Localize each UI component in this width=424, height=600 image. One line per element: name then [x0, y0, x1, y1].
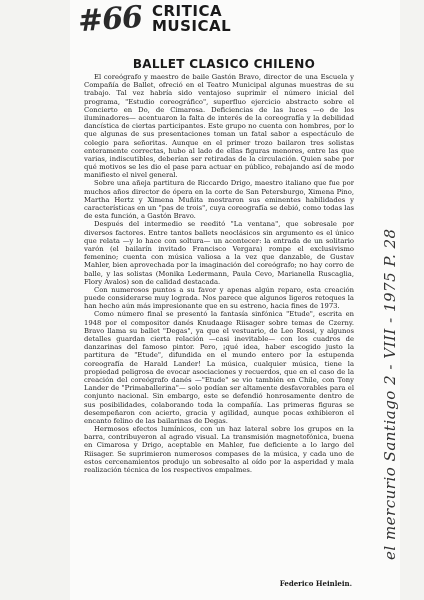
author-signature: Federico Heinlein. — [279, 579, 352, 588]
paragraph: El coreógrafo y maestro de baile Gastón Bravo, director de una Escuela y Compañía de Ballet, ofreció en el Teatro Municipal algunas muestras de su trabajo. Tal vez habría sido ventajoso suprimir el número inicial del programa, "Estudio coreográfico", superfluo ejercicio abstracto sobre el Concierto en Do, de Cimarosa. Deficiencias de las luces —o de los iluminadores— acentuaron la falta de interés de la coreografía y la debilidad dancística de ciertas participantes. Este grupo no cuenta con hombres, por lo que algunas de sus presentaciones toman un fatal sabor a espectáculo de colegio para señoritas. Aunque en el primer trozo bailaron tres solistas enteramente correctas, hubo al lado de ellas figuras menores, entre las que varias, indiscutibles, deberían ser retiradas de la circulación. Quien sabe por qué motivos se les dio el pase para actuar en público, rebajando así de modo manifiesto el nivel general. — [84, 73, 354, 180]
paragraph: Con numerosos puntos a su favor y apenas algún reparo, esta creación puede considerarse muy lograda. Nos parece que algunos ligeros retoques la han hecho aún más impresionante que en su estreno, hacia fines de 1973. — [84, 285, 354, 311]
handwritten-number: #66 — [76, 0, 144, 40]
section-masthead — [152, 4, 231, 34]
paragraph: Sobre una añeja partitura de Riccardo Drigo, maestro italiano que fue por muchos años director de ópera en la corte de San Petersburgo, Ximena Pino, Martha Hertz y Ximena Muñita mostraron sus eminentes habilidades y características en un "pas de trois", cuya coreografía se debió, como todas las de esta función, a Gastón Bravo. — [84, 179, 354, 221]
masthead-line-1: CRITICA — [152, 2, 223, 20]
article-body — [84, 73, 354, 474]
paragraph: Después del intermedio se reeditó "La ventana", que sobresale por diversos factores. Entre tantos ballets neoclásicos sin argumento es el único que relata —y lo hace con soltura— un acontecer: la entrada de un solitario varón (el bailarín invitado Francisco Vergara) rompe el exclusivismo femenino; cuenta con música valiosa a la vez que danzable, de Gustav Mahler, bien aprovechada por la imaginación del coreógrafo; no hay corro de balle, y las solistas (Monika Ledermann, Paula Cevo, Marianella Ruscaglia, Flory Avalos) son de calidad destacada. — [84, 220, 354, 286]
paragraph: Hermosos efectos lumínicos, con un haz lateral sobre los grupos en la barra, contribuyeron al agrado visual. La transmisión magnetofónica, buena en Cimarosa y Drigo, aceptable en Mahler, fue deficiente a lo largo del Riisager. Se suprimieron numerosos compases de la música, y cada uno de estos cercenamientos produjo un sobresalto al oído por la asperidad y mala realización técnica de los respectivos empalmes. — [84, 425, 354, 474]
article-headline: BALLET CLASICO CHILENO — [132, 57, 316, 71]
masthead-line-2: MUSICAL — [152, 17, 232, 35]
paragraph: Como número final se presentó la fantasía sinfónica "Etude", escrita en 1948 por el compositor danés Knudaage Riisager sobre temas de Czerny. Bravo llama su ballet "Degas", ya que el vestuario, de Leo Rossi, y algunos detalles guardan cierta relación —casi inevitable— con los cuadros de danzarinas del famoso pintor. Pero, ¡qué idea, haber escogido justo la partitura de "Etude", difundida en el mundo entero por la estupenda coreografía de Harald Lander! La música, cualquier música, tiene la propiedad peligrosa de evocar asociaciones y recuerdos, que en el caso de la creación del coreógrafo danés —"Etude" se vio también en Chile, con Tony Lander de "Primaballerina"— solo podían ser altamente desfavorables para el conjunto nacional. Sin embargo, este se defendió honrosamente dentro de sus posibilidades, colaborando toda la compañía. Las primeras figuras se desempeñaron con acierto, gracia y agilidad, aunque pocas exhibieron el encanto felino de las bailarinas de Degas. — [84, 310, 354, 425]
handwritten-source-note: el mercurio Santiago 2 - VIII - 1975 P. 28 — [381, 228, 399, 560]
